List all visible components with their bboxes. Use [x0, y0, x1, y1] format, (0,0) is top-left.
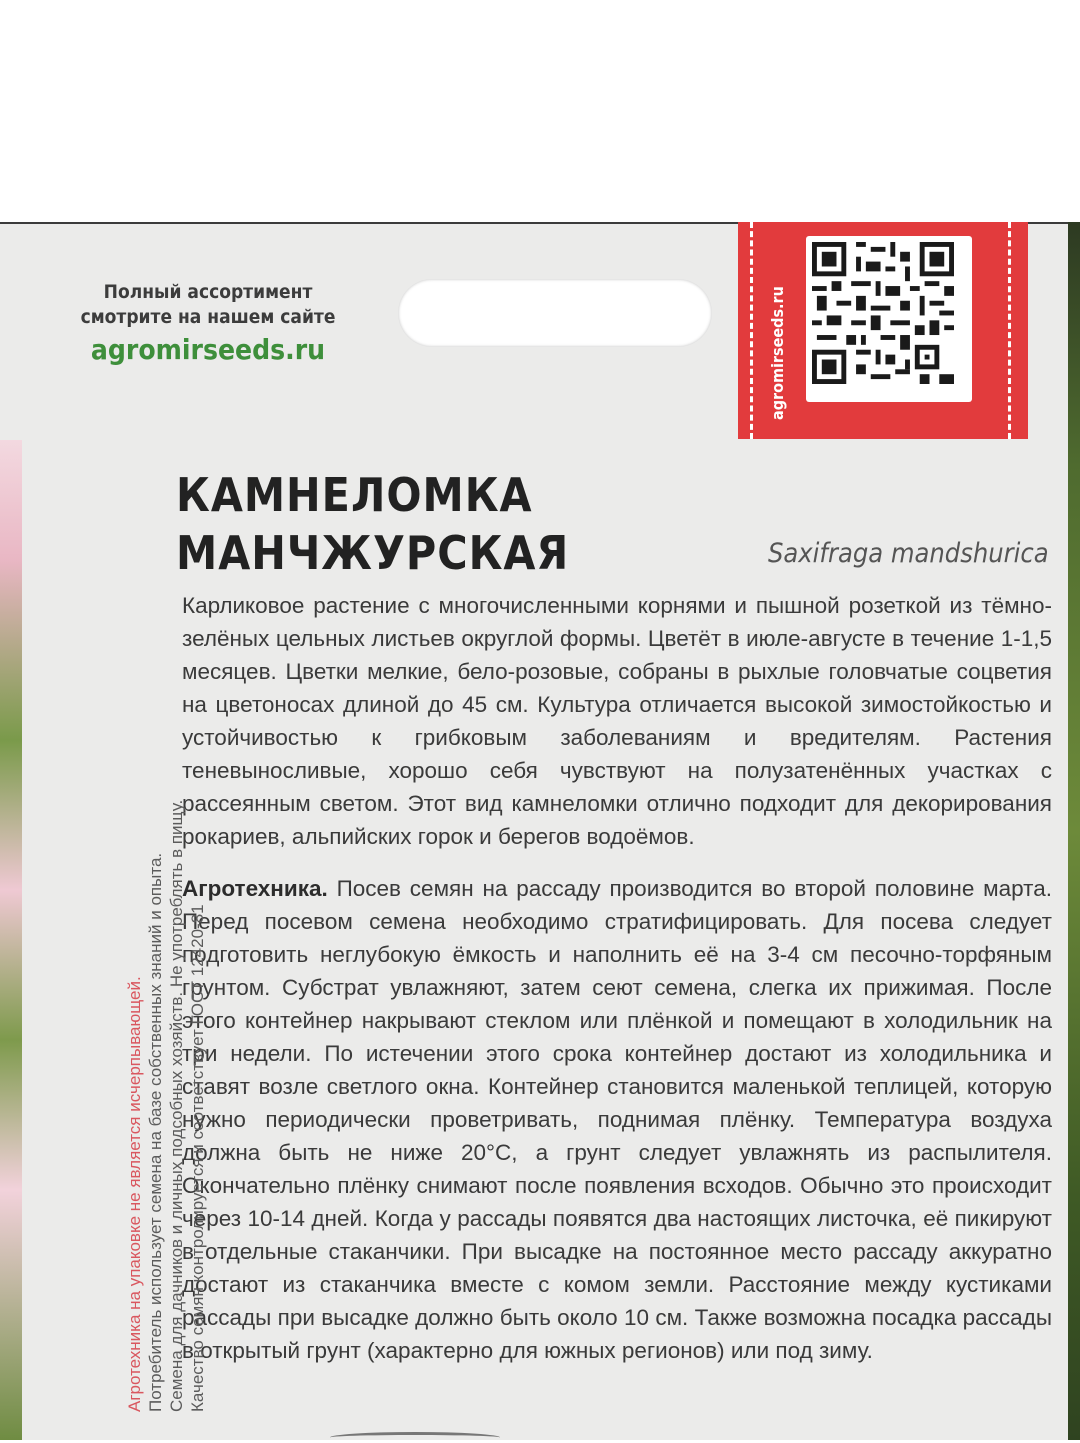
agrotechnics-section — [182, 872, 1052, 1367]
promo-site-link[interactable]: agromirseeds.ru — [90, 333, 326, 366]
product-title-line-1: КАМНЕЛОМКА — [176, 468, 533, 522]
flower-photo-strip — [0, 440, 22, 1440]
product-description: Карликовое растение с многочисленными корнями и пышной розеткой из тёмно-зелёных цельных листьев округлой формы. Цветёт в июле-августе в течение 1-1,5 месяцев. Цветки мелкие, бело-розовые, собраны в рыхлые головчатые соцветия на цветоносах длиной до 45 см. Культура отличается высокой зимостойкостью и устойчивостью к грибковым заболеваниям и вредителям. Растения теневыносливые, хорошо себя чувствуют на полузатенённых участках с рассеянным светом. Этот вид камнеломки отлично подходит для декорирования рокариев, альпийских горок и берегов водоёмов. — [182, 593, 1052, 849]
side-note-warning: Агротехника на упаковке не является исчерпывающей. — [125, 976, 144, 1412]
dashed-line-right — [1008, 222, 1011, 439]
agrotechnics-label: Агротехника. — [182, 876, 328, 901]
side-note-2: Потребитель использует семена на базе собственных знаний и опыта. — [146, 852, 165, 1412]
promo-line-1: Полный ассортимент — [103, 281, 313, 303]
side-notes — [124, 800, 208, 1412]
qr-code-icon[interactable] — [806, 236, 972, 402]
qr-vertical-site: agromirseeds.ru — [768, 286, 787, 420]
product-title — [176, 466, 569, 582]
product-title-line-2: МАНЧЖУРСКАЯ — [176, 526, 570, 580]
side-note-3: Семена для дачников и личных подсобных хозяйств. Не употреблять в пищу. — [167, 799, 186, 1412]
promo-block — [78, 280, 338, 368]
latin-name: Saxifraga mandshurica — [768, 538, 1049, 569]
dashed-line-left — [750, 222, 753, 439]
side-note-4: Качество семян контролируется и соответствует ГОСТ 12420-81 — [188, 904, 207, 1412]
agrotechnics-text: Посев семян на рассаду производится во второй половине марта. Перед посевом семена необходимо стратифицировать. Для посева следует подготовить неглубокую ёмкость и наполнить её на 3-4 см песочно-торфяным грунтом. Субстрат увлажняют, затем сеют семена, слегка их прижимая. После этого контейнер накрывают стеклом или плёнкой и помещают в холодильник на три недели. По истечении этого срока контейнер достают из холодильника и ставят возле светлого окна. Контейнер становится маленькой теплицей, которую нужно периодически проветривать, поднимая плёнку. Температура воздуха должна быть не ниже 20°С, а грунт следует увлажнять из распылителя. Окончательно плёнку снимают после появления всходов. Обычно это происходит через 10-14 дней. Когда у рассады появятся два настоящих листочка, её пикируют в отдельные стаканчики. При высадке на постоянное место рассаду аккуратно достают из стаканчика вместе с комом земли. Расстояние между кустиками рассады при высадке должно быть около 10 см. Также возможна посадка рассады в открытый грунт (характерно для южных регионов) или под зиму. — [182, 876, 1052, 1363]
qr-panel — [738, 222, 1028, 439]
promo-line-2: смотрите на нашем сайте — [80, 306, 336, 328]
next-section-peek — [330, 1432, 500, 1443]
hang-hole — [398, 279, 712, 347]
